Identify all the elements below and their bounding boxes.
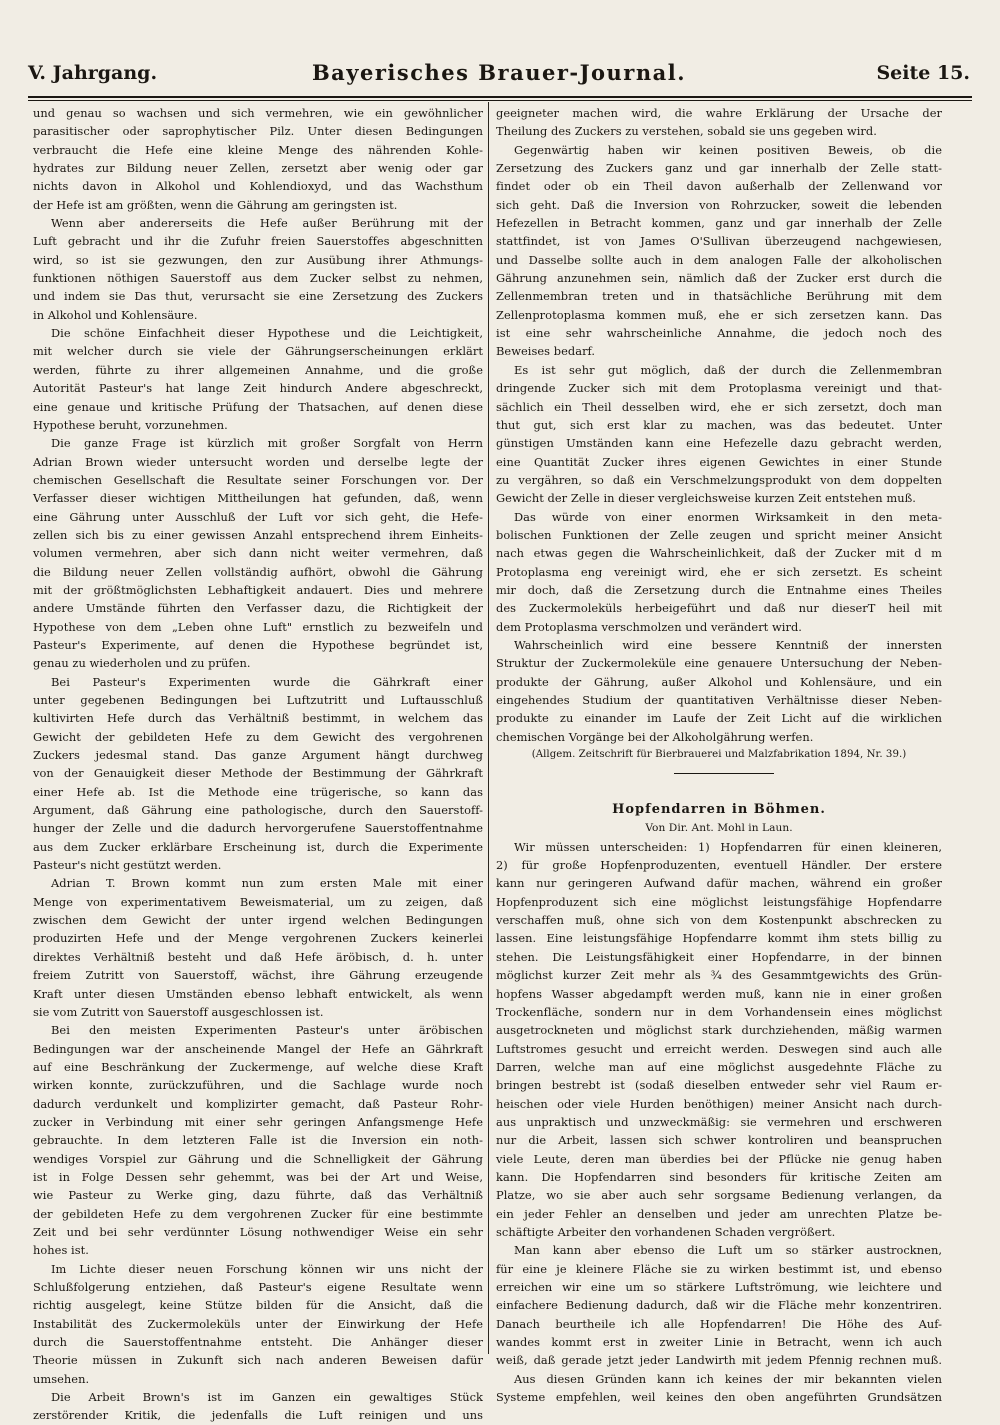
- text-line: Wenn aber andererseits die Hefe außer Berührung mit der: [51, 216, 483, 231]
- text-line: weiß, daß gerade jetzt jeder Landwirth mit jedem Pfennig rechnen muß.: [496, 1353, 942, 1368]
- text-line: einer Hefe ab. Ist die Methode eine trügerische, so kann das: [33, 784, 483, 799]
- text-line: von der Genauigkeit dieser Methode der Bestimmung der Gährkraft: [33, 766, 483, 781]
- text-line: chemischen Gesellschaft die Resultate seiner Forschungen vor. Der: [33, 472, 483, 487]
- text-line: unter gegebenen Bedingungen bei Luftzutritt und Luftausschluß: [33, 693, 483, 707]
- text-line: Hefezellen in Betracht kommen, ganz und gar innerhalb der Zelle: [496, 216, 942, 231]
- text-line: günstigen Umständen kann eine Hefezelle dazu gebracht werden,: [496, 436, 942, 451]
- text-line: und genau so wachsen und sich vermehren, wie ein gewöhnlicher: [33, 106, 483, 120]
- header-rule-thin: [28, 100, 972, 101]
- text-line: stattfindet, ist von James O'Sullivan überzeugend nachgewiesen,: [496, 234, 942, 249]
- text-line: Die ganze Frage ist kürzlich mit großer Sorgfalt von Herrn: [51, 436, 483, 451]
- text-line: werden, führte zu ihrer allgemeinen Annahme, und die große: [33, 362, 483, 377]
- source-citation: (Allgem. Zeitschrift für Bierbrauerei und Malzfabrikation 1894, Nr. 39.): [531, 749, 907, 761]
- text-line: chemischen Vorgänge bei der Alkoholgährung werfen.: [496, 729, 814, 744]
- text-line: verbraucht die Hefe eine kleine Menge des nährenden Kohle-: [33, 142, 483, 157]
- text-line: Hopfenproduzent sich eine möglichst leistungsfähige Hopfendarre: [496, 894, 942, 909]
- text-line: hunger der Zelle und die dadurch hervorgerufene Sauerstoffentnahme: [33, 821, 483, 836]
- text-line: Systeme empfehlen, weil keines den oben angeführten Grundsätzen: [496, 1390, 942, 1405]
- page-header: [28, 62, 970, 90]
- text-line: Trockenfläche, sondern nur in dem Vorhandensein eines möglichst: [496, 1004, 942, 1019]
- text-line: lassen. Eine leistungsfähige Hopfendarre kommt ihm stets billig zu: [496, 931, 942, 946]
- text-line: Danach beurtheile ich alle Hopfendarren! Die Höhe des Auf-: [496, 1316, 942, 1331]
- text-line: Protoplasma eng vereinigt wird, ehe er sich zersetzt. Es scheint: [496, 564, 942, 579]
- text-line: umsehen.: [33, 1371, 90, 1386]
- text-line: hydrates zur Bildung neuer Zellen, zersetzt aber wenig oder gar: [33, 161, 483, 176]
- column-divider: [488, 102, 489, 1354]
- text-line: 2) für große Hopfenproduzenten, eventuell Händler. Der erstere: [496, 858, 942, 873]
- text-line: Struktur der Zuckermoleküle eine genauere Untersuchung der Neben-: [496, 656, 942, 671]
- text-line: Zersetzung des Zuckers ganz und gar innerhalb der Zelle statt-: [496, 161, 942, 176]
- text-line: Bei den meisten Experimenten Pasteur's unter äröbischen: [51, 1023, 483, 1038]
- text-line: Beweises bedarf.: [496, 344, 596, 359]
- text-line: Das würde von einer enormen Wirksamkeit in den meta-: [514, 509, 942, 524]
- text-line: dadurch verdunkelt und komplizirter gemacht, daß Pasteur Rohr-: [33, 1096, 483, 1111]
- text-line: Zeit und bei sehr verdünnter Lösung nothwendiger Weise ein sehr: [33, 1224, 483, 1239]
- text-line: dem Protoplasma verschmolzen und verändert wird.: [496, 619, 802, 634]
- text-line: erreichen wir eine um so stärkere Luftströmung, wie leichtere und: [496, 1280, 942, 1294]
- text-line: nur die Arbeit, lassen sich schwer kontroliren und beanspruchen: [496, 1133, 942, 1148]
- text-line: Luftstromes gesucht und erreicht werden. Deswegen sind auch alle: [496, 1041, 942, 1056]
- text-line: ein jeder Fehler an denselben und jeder am unrechten Platze be-: [496, 1206, 942, 1221]
- text-line: Bedingungen war der anscheinende Mangel der Hefe an Gährkraft: [33, 1041, 483, 1056]
- text-line: Pasteur's Experimente, auf denen die Hypothese begründet ist,: [33, 637, 483, 652]
- text-line: eine Gährung unter Ausschluß der Luft vor sich geht, die Hefe-: [33, 509, 483, 524]
- text-line: thut gut, sich erst klar zu machen, was das bedeutet. Unter: [496, 417, 942, 432]
- text-line: Gewicht der Zelle in dieser vergleichsweise kurzen Zeit entstehen muß.: [496, 491, 916, 506]
- text-line: freiem Zutritt von Sauerstoff, wächst, ihre Gährung erzeugende: [33, 968, 483, 983]
- text-line: bringen bestrebt ist (sodaß dieselben entweder sehr viel Raum er-: [496, 1078, 942, 1093]
- text-line: Man kann aber ebenso die Luft um so stärker austrocknen,: [514, 1243, 942, 1258]
- text-line: zerstörender Kritik, die jedenfalls die Luft reinigen und uns: [33, 1408, 483, 1423]
- text-line: hohes ist.: [33, 1243, 89, 1258]
- text-line: Pasteur's nicht gestützt werden.: [33, 858, 222, 873]
- text-line: gebrauchte. In dem letzteren Falle ist die Inversion ein noth-: [33, 1133, 483, 1148]
- text-line: zellen sich bis zu einer gewissen Anzahl entsprechend ihrem Einheits-: [33, 527, 483, 542]
- text-line: viele Leute, deren man überdies bei der Pflücke nie genug haben: [496, 1151, 942, 1166]
- text-line: Im Lichte dieser neuen Forschung können wir uns nicht der: [51, 1261, 483, 1276]
- right-column: [496, 104, 942, 1405]
- text-line: und Dasselbe sollte auch in dem analogen Falle der alkoholischen: [496, 252, 942, 267]
- text-line: Wahrscheinlich wird eine bessere Kenntniß der innersten: [514, 637, 942, 652]
- text-line: Platze, wo sie aber auch sehr sorgsame Bedienung verlangen, da: [496, 1188, 942, 1203]
- volume-label: V. Jahrgang.: [28, 62, 158, 84]
- text-line: wie Pasteur zu Werke ging, dazu führte, daß das Verhältniß: [33, 1188, 483, 1203]
- text-line: wird, so ist sie gezwungen, den zur Ausübung ihrer Athmungs-: [33, 252, 483, 267]
- article-byline: Von Dir. Ant. Mohl in Laun.: [645, 822, 793, 835]
- text-line: auf eine Beschränkung der Zuckermenge, auf welche diese Kraft: [33, 1059, 483, 1074]
- text-line: Darren, welche man auf eine möglichst ausgedehnte Fläche zu: [496, 1059, 942, 1074]
- text-line: eingehendes Studium der quantitativen Verhältnisse dieser Neben-: [496, 693, 942, 707]
- text-line: sie vom Zutritt von Sauerstoff ausgeschlossen ist.: [33, 1004, 324, 1019]
- text-line: schäftigte Arbeiter den vorhandenen Schaden vergrößert.: [496, 1224, 836, 1239]
- header-rule: [28, 96, 972, 98]
- text-line: verschaffen muß, ohne sich von dem Kostenpunkt abschrecken zu: [496, 913, 942, 928]
- text-line: dringende Zucker sich mit dem Protoplasma vereinigt und that-: [496, 381, 942, 396]
- text-line: wirken konnte, zurückzuführen, und die Sachlage wurde noch: [33, 1078, 483, 1093]
- text-line: Menge von experimentativem Beweismaterial, um zu zeigen, daß: [33, 894, 483, 909]
- text-line: Gährung anzunehmen sein, nämlich daß der Zucker erst durch die: [496, 271, 942, 286]
- text-line: produkte zu einander im Laufe der Zeit Licht auf die wirklichen: [496, 711, 942, 726]
- page-number: Seite 15.: [876, 62, 970, 84]
- text-line: Hypothese von dem „Leben ohne Luft" ernstlich zu bezweifeln und: [33, 619, 483, 634]
- text-line: und indem sie Das thut, verursacht sie eine Zersetzung des Zuckers: [33, 289, 483, 304]
- text-line: kultivirten Hefe durch das Verhältniß bestimmt, in welchem das: [33, 711, 483, 726]
- text-line: parasitischer oder saprophytischer Pilz. Unter diesen Bedingungen: [33, 124, 483, 139]
- text-line: Gewicht der gebildeten Hefe zu dem Gewicht des vergohrenen: [33, 729, 483, 744]
- text-line: wendiges Vorspiel zur Gährung und die Schnelligkeit der Gährung: [33, 1151, 483, 1166]
- text-line: Adrian T. Brown kommt nun zum ersten Male mit einer: [51, 876, 483, 891]
- text-line: Hypothese beruht, vorzunehmen.: [33, 417, 228, 432]
- text-line: mit der größtmöglichsten Lebhaftigkeit andauert. Dies und mehrere: [33, 582, 483, 597]
- text-line: aus dem Zucker erklärbare Erscheinung ist, durch die Experimente: [33, 839, 483, 854]
- text-line: möglichst kurzer Zeit mehr als ¾ des Gesammtgewichts des Grün-: [496, 968, 942, 983]
- text-line: aus unpraktisch und unzweckmäßig: sie vermehren und erschweren: [496, 1114, 942, 1129]
- text-line: funktionen nöthigen Sauerstoff aus dem Zucker selbst zu nehmen,: [33, 271, 483, 286]
- text-line: Aus diesen Gründen kann ich keines der mir bekannten vielen: [514, 1371, 942, 1386]
- text-line: geeigneter machen wird, die wahre Erklärung der Ursache der: [496, 106, 942, 120]
- section-gap: [496, 783, 942, 801]
- text-line: ist eine sehr wahrscheinliche Annahme, die jedoch noch des: [496, 326, 942, 341]
- text-line: Es ist sehr gut möglich, daß der durch die Zellenmembran: [514, 362, 942, 377]
- text-line: zucker in Verbindung mit einer sehr geringen Anfangsmenge Hefe: [33, 1114, 483, 1129]
- text-line: Verfasser dieser wichtigen Mittheilungen hat gefunden, daß, wenn: [33, 491, 483, 506]
- journal-title: Bayerisches Brauer-Journal.: [311, 60, 687, 85]
- article-heading: Hopfendarren in Böhmen.: [612, 802, 826, 818]
- text-line: in Alkohol und Kohlensäure.: [33, 307, 198, 322]
- text-line: Die Arbeit Brown's ist im Ganzen ein gewaltiges Stück: [51, 1390, 483, 1405]
- text-line: Theorie müssen in Zukunft sich nach anderen Beweisen dafür: [33, 1353, 483, 1368]
- text-line: wandes kommt erst in zweiter Linie in Betracht, wenn ich auch: [496, 1335, 942, 1350]
- section-separator-rule: [674, 773, 774, 774]
- text-line: Instabilität des Zuckermoleküls unter der Einwirkung der Hefe: [33, 1316, 483, 1331]
- text-line: ausgetrockneten und möglichst stark durchziehenden, mäßig warmen: [496, 1023, 942, 1038]
- text-line: die Bildung neuer Zellen vollständig aufhört, obwohl die Gährung: [33, 564, 483, 579]
- text-line: mit welcher durch sie viele der Gährungserscheinungen erklärt: [33, 344, 483, 359]
- text-line: produzirten Hefe und der Menge vergohrenen Zuckers keinerlei: [33, 931, 483, 946]
- text-line: Gegenwärtig haben wir keinen positiven Beweis, ob die: [514, 142, 942, 157]
- text-line: für eine je kleinere Fläche sie zu wirken bestimmt ist, und ebenso: [496, 1261, 942, 1276]
- text-line: andere Umstände führten den Verfasser dazu, die Richtigkeit der: [33, 601, 483, 616]
- text-line: genau zu wiederholen und zu prüfen.: [33, 656, 251, 671]
- text-line: zu vergähren, so daß ein Verschmelzungsprodukt von dem doppelten: [496, 472, 942, 487]
- left-column: [33, 104, 483, 1423]
- text-line: Autorität Pasteur's hat lange Zeit hindurch Andere abgeschreckt,: [33, 381, 483, 396]
- text-line: richtig ausgelegt, keine Stütze bilden für die Ansicht, daß die: [33, 1298, 483, 1313]
- text-line: Adrian Brown wieder untersucht worden und derselbe legte der: [33, 454, 483, 469]
- text-line: Kraft unter diesen Umständen ebenso lebhaft entwickelt, als wenn: [33, 986, 483, 1001]
- text-line: Luft gebracht und ihr die Zufuhr freien Sauerstoffes abgeschnitten: [33, 234, 483, 249]
- text-line: eine Quantität Zucker ihres eigenen Gewichtes in einer Stunde: [496, 454, 942, 469]
- text-line: Die schöne Einfachheit dieser Hypothese und die Leichtigkeit,: [51, 326, 483, 341]
- text-line: hopfens Wasser abgedampft werden muß, kann nie in einer großen: [496, 986, 942, 1001]
- text-line: zwischen dem Gewicht der unter irgend welchen Bedingungen: [33, 913, 483, 928]
- text-line: volumen vermehren, aber sich dann nicht weiter vermehren, daß: [33, 546, 483, 561]
- text-line: Argument, daß Gährung eine pathologische, durch den Sauerstoff-: [33, 803, 483, 818]
- text-line: Zuckers jedesmal stand. Das ganze Argument hängt durchweg: [33, 748, 483, 763]
- text-line: nach etwas gegen die Wahrscheinlichkeit, daß der Zucker mit d m: [496, 546, 942, 561]
- text-line: Wir müssen unterscheiden: 1) Hopfendarren für einen kleineren,: [514, 839, 942, 854]
- text-line: direktes Verhältniß besteht und daß Hefe äröbisch, d. h. unter: [33, 949, 483, 964]
- text-line: heischen oder viele Hurden benöthigen) meiner Ansicht nach durch-: [496, 1096, 942, 1111]
- text-line: der gebildeten Hefe zu dem vergohrenen Zucker für eine bestimmte: [33, 1206, 483, 1221]
- text-line: einfachere Bedienung dadurch, daß wir die Fläche mehr konzentriren.: [496, 1298, 942, 1313]
- text-line: eine genaue und kritische Prüfung der Thatsachen, auf denen diese: [33, 399, 483, 414]
- section-gap: [496, 764, 942, 782]
- text-line: kann nur geringeren Aufwand dafür machen, während ein großer: [496, 876, 942, 891]
- text-line: ist in Folge Dessen sehr gehemmt, was bei der Art und Weise,: [33, 1169, 483, 1184]
- text-line: sächlich ein Theil desselben wird, ehe er sich zersetzt, doch man: [496, 399, 942, 414]
- text-line: findet oder ob ein Theil davon außerhalb der Zellenwand vor: [496, 179, 942, 194]
- text-line: mir doch, daß die Zersetzung durch die Entnahme eines Theiles: [496, 582, 942, 597]
- text-line: Theilung des Zuckers zu verstehen, sobald sie uns gegeben wird.: [496, 124, 877, 139]
- text-line: des Zuckermoleküls herbeigeführt und daß nur dieserT heil mit: [496, 601, 942, 616]
- text-line: der Hefe ist am größten, wenn die Gährung am geringsten ist.: [33, 197, 398, 212]
- text-line: Zellenmembran treten und in thatsächliche Berührung mit dem: [496, 289, 942, 304]
- text-line: Schlußfolgerung entziehen, daß Pasteur's eigene Resultate wenn: [33, 1280, 483, 1294]
- text-line: durch die Sauerstoffentnahme entsteht. Die Anhänger dieser: [33, 1335, 483, 1350]
- text-line: stehen. Die Leistungsfähigkeit einer Hopfendarre, in der binnen: [496, 949, 942, 964]
- text-line: sich geht. Daß die Inversion von Rohrzucker, soweit die lebenden: [496, 197, 942, 212]
- text-line: produkte der Gährung, außer Alkohol und Kohlensäure, und ein: [496, 674, 942, 689]
- text-line: kann. Die Hopfendarren sind besonders für kritische Zeiten am: [496, 1169, 942, 1184]
- text-line: Zellenprotoplasma kommen muß, ehe er sich zersetzen kann. Das: [496, 307, 942, 322]
- text-line: bolischen Funktionen der Zelle zeugen und spricht meiner Ansicht: [496, 527, 942, 542]
- text-line: Bei Pasteur's Experimenten wurde die Gährkraft einer: [51, 674, 483, 689]
- text-line: nichts davon in Alkohol und Kohlendioxyd, und das Wachsthum: [33, 179, 483, 194]
